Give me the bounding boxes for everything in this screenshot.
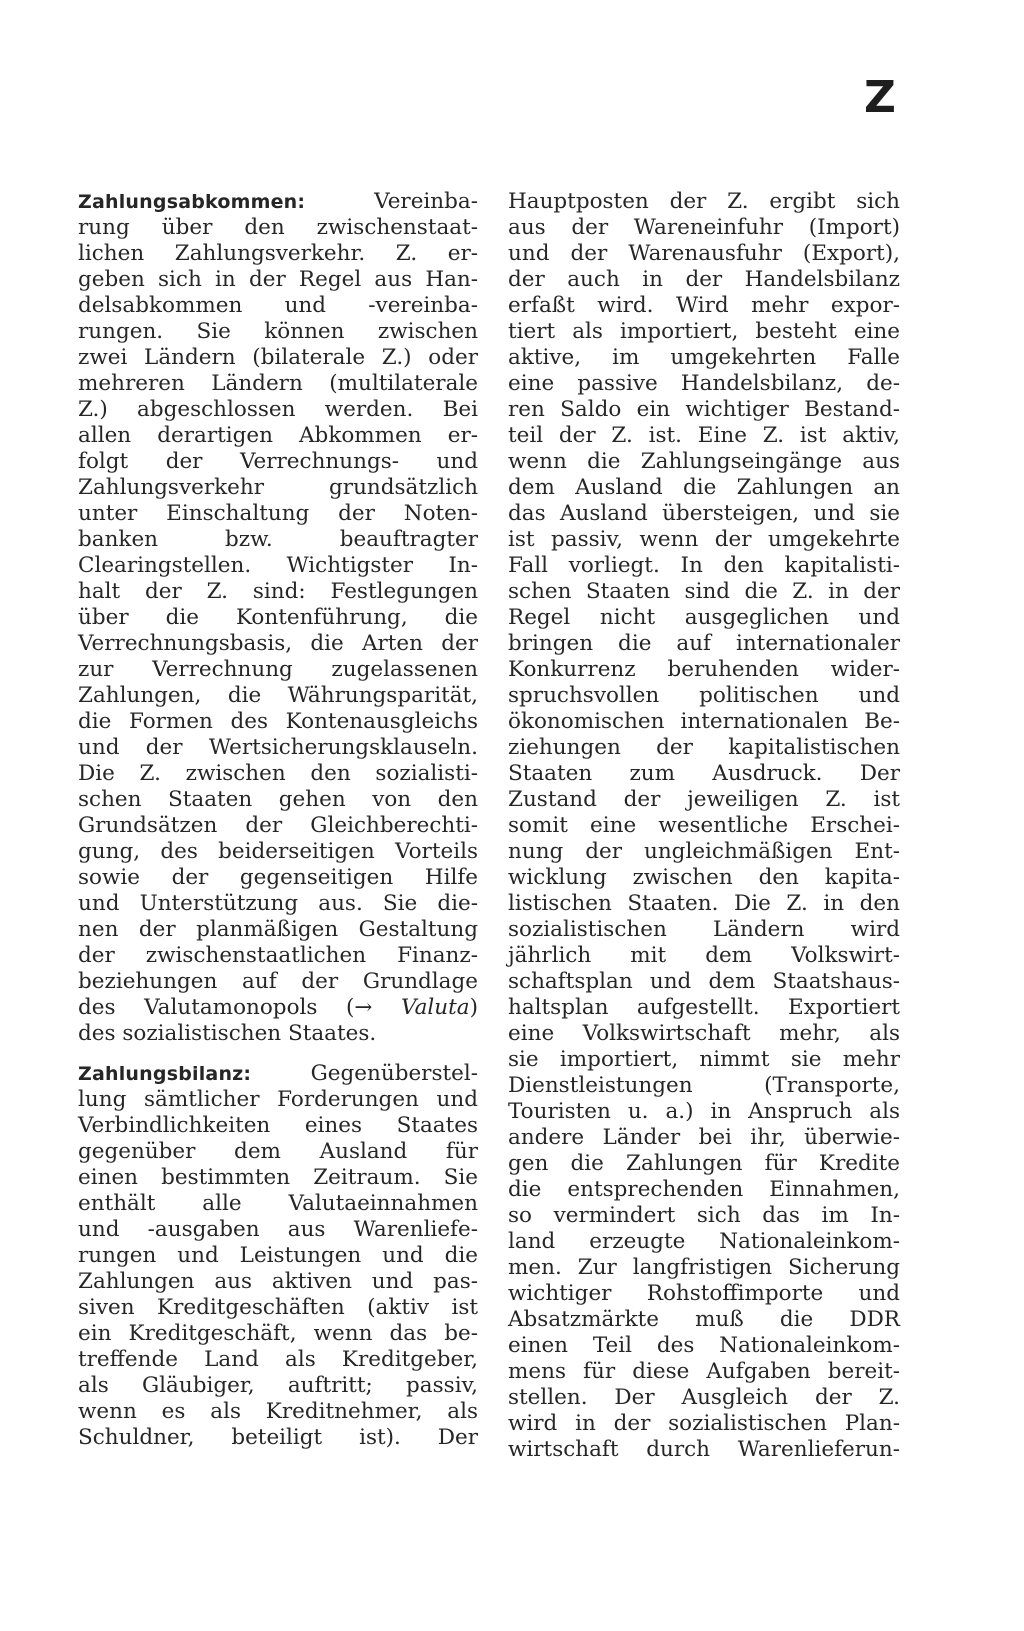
text-line: gung, des beiderseitigen Vorteils [78, 839, 478, 864]
text-line: gen die Zahlungen für Kredite [508, 1151, 900, 1176]
text-line: siven Kreditgeschäften (aktiv ist [78, 1295, 478, 1320]
text-line: enthält alle Valutaeinnahmen [78, 1191, 478, 1216]
text-line: tiert als importiert, besteht eine [508, 319, 900, 344]
text-run: ) [469, 995, 478, 1020]
text-line: Z.) abgeschlossen werden. Bei [78, 397, 478, 422]
text-line: sie importiert, nimmt sie mehr [508, 1047, 900, 1072]
text-line: zur Verrechnung zugelassenen [78, 657, 478, 682]
text-line: andere Länder bei ihr, überwie- [508, 1125, 900, 1150]
text-line: Die Z. zwischen den sozialisti- [78, 761, 478, 786]
text-line: über die Kontenführung, die [78, 605, 478, 630]
text-line: banken bzw. beauftragter [78, 527, 478, 552]
text-line: haltsplan aufgestellt. Exportiert [508, 995, 900, 1020]
text-line: erfaßt wird. Wird mehr expor- [508, 293, 900, 318]
entry-heading-line [78, 189, 478, 215]
text-line: halt der Z. sind: Festlegungen [78, 579, 478, 604]
text-line: als Gläubiger, auftritt; passiv, [78, 1373, 478, 1398]
text-line: delsabkommen und -vereinba- [78, 293, 478, 318]
text-line: dem Ausland die Zahlungen an [508, 475, 900, 500]
text-line: rungen. Sie können zwischen [78, 319, 478, 344]
text-line: die Formen des Kontenausgleichs [78, 709, 478, 734]
text-line: folgt der Verrechnungs- und [78, 449, 478, 474]
text-line: nung der ungleichmäßigen Ent- [508, 839, 900, 864]
text-line: wenn die Zahlungseingänge aus [508, 449, 900, 474]
text-line: Hauptposten der Z. ergibt sich [508, 189, 900, 214]
text-line: sowie der gegenseitigen Hilfe [78, 865, 478, 890]
text-line: Zustand der jeweiligen Z. ist [508, 787, 900, 812]
text-line: Staaten zum Ausdruck. Der [508, 761, 900, 786]
text-line: men. Zur langfristigen Sicherung [508, 1255, 900, 1280]
text-line: Verbindlichkeiten eines Staates [78, 1113, 478, 1138]
text-run: des Valutamonopols ( [78, 995, 355, 1020]
text-line: sozialistischen Ländern wird [508, 917, 900, 942]
text-line: Dienstleistungen (Transporte, [508, 1073, 900, 1098]
text-line: und Unterstützung aus. Sie die- [78, 891, 478, 916]
text-line: wenn es als Kreditnehmer, als [78, 1399, 478, 1424]
text-line: ziehungen der kapitalistischen [508, 735, 900, 760]
text-line: Konkurrenz beruhenden wider- [508, 657, 900, 682]
text-line: teil der Z. ist. Eine Z. ist aktiv, [508, 423, 900, 448]
text-line: nen der planmäßigen Gestaltung [78, 917, 478, 942]
text-line: das Ausland übersteigen, und sie [508, 501, 900, 526]
text-line: wicklung zwischen den kapita- [508, 865, 900, 890]
text-run: Vereinba- [374, 189, 478, 214]
text-line: des sozialistischen Staates. [78, 1021, 377, 1046]
text-line: wirtschaft durch Warenlieferun- [508, 1437, 900, 1462]
text-line: Schuldner, beteiligt ist). Der [78, 1425, 478, 1450]
text-line [78, 995, 478, 1021]
text-line: bringen die auf internationaler [508, 631, 900, 656]
text-line: so vermindert sich das im In- [508, 1203, 900, 1228]
cross-reference-link[interactable]: → Valuta [354, 995, 470, 1020]
text-line: wird in der sozialistischen Plan- [508, 1411, 900, 1436]
text-line: Zahlungen, die Währungsparität, [78, 683, 478, 708]
text-line: eine passive Handelsbilanz, de- [508, 371, 900, 396]
entry-heading-line [78, 1061, 478, 1087]
text-line: Absatzmärkte muß die DDR [508, 1307, 900, 1332]
text-line: Clearingstellen. Wichtigster In- [78, 553, 478, 578]
text-run: Gegenüberstel- [310, 1061, 478, 1086]
text-line: aus der Wareneinfuhr (Import) [508, 215, 900, 240]
text-line: gegenüber dem Ausland für [78, 1139, 478, 1164]
text-line: Regel nicht ausgeglichen und [508, 605, 900, 630]
text-line: der auch in der Handelsbilanz [508, 267, 900, 292]
text-line: beziehungen auf der Grundlage [78, 969, 478, 994]
text-line: ein Kreditgeschäft, wenn das be- [78, 1321, 478, 1346]
text-line: der zwischenstaatlichen Finanz- [78, 943, 478, 968]
text-line: mens für diese Aufgaben bereit- [508, 1359, 900, 1384]
text-line: wichtiger Rohstoffimporte und [508, 1281, 900, 1306]
entry-term: Zahlungsbilanz: [78, 1063, 252, 1085]
text-line: somit eine wesentliche Erschei- [508, 813, 900, 838]
text-line: ren Saldo ein wichtiger Bestand- [508, 397, 900, 422]
text-line: schen Staaten sind die Z. in der [508, 579, 900, 604]
text-line: ökonomischen internationalen Be- [508, 709, 900, 734]
text-line: treffende Land als Kreditgeber, [78, 1347, 478, 1372]
text-line: rungen und Leistungen und die [78, 1243, 478, 1268]
text-line: listischen Staaten. Die Z. in den [508, 891, 900, 916]
text-line: zwei Ländern (bilaterale Z.) oder [78, 345, 478, 370]
text-line: eine Volkswirtschaft mehr, als [508, 1021, 900, 1046]
text-line: rung über den zwischenstaat- [78, 215, 478, 240]
text-line: einen Teil des Nationaleinkom- [508, 1333, 900, 1358]
text-line: jährlich mit dem Volkswirt- [508, 943, 900, 968]
text-line: unter Einschaltung der Noten- [78, 501, 478, 526]
text-line: einen bestimmten Zeitraum. Sie [78, 1165, 478, 1190]
text-line: Touristen u. a.) in Anspruch als [508, 1099, 900, 1124]
text-line: die entsprechenden Einnahmen, [508, 1177, 900, 1202]
text-line: und -ausgaben aus Warenliefe- [78, 1217, 478, 1242]
section-letter: Z [864, 72, 896, 123]
text-line: lichen Zahlungsverkehr. Z. er- [78, 241, 478, 266]
text-line: schen Staaten gehen von den [78, 787, 478, 812]
text-line: lung sämtlicher Forderungen und [78, 1087, 478, 1112]
text-line: stellen. Der Ausgleich der Z. [508, 1385, 900, 1410]
text-line: Zahlungen aus aktiven und pas- [78, 1269, 478, 1294]
text-line: spruchsvollen politischen und [508, 683, 900, 708]
text-line: allen derartigen Abkommen er- [78, 423, 478, 448]
text-line: Zahlungsverkehr grundsätzlich [78, 475, 478, 500]
text-line: und der Wertsicherungsklauseln. [78, 735, 478, 760]
entry-term: Zahlungsabkommen: [78, 191, 306, 213]
text-line: und der Warenausfuhr (Export), [508, 241, 900, 266]
text-line: Verrechnungsbasis, die Arten der [78, 631, 478, 656]
text-line: land erzeugte Nationaleinkom- [508, 1229, 900, 1254]
text-line: mehreren Ländern (multilaterale [78, 371, 478, 396]
text-line: aktive, im umgekehrten Falle [508, 345, 900, 370]
text-line: Grundsätzen der Gleichberechti- [78, 813, 478, 838]
text-line: geben sich in der Regel aus Han- [78, 267, 478, 292]
text-line: Fall vorliegt. In den kapitalisti- [508, 553, 900, 578]
text-line: ist passiv, wenn der umgekehrte [508, 527, 900, 552]
text-line: schaftsplan und dem Staatshaus- [508, 969, 900, 994]
